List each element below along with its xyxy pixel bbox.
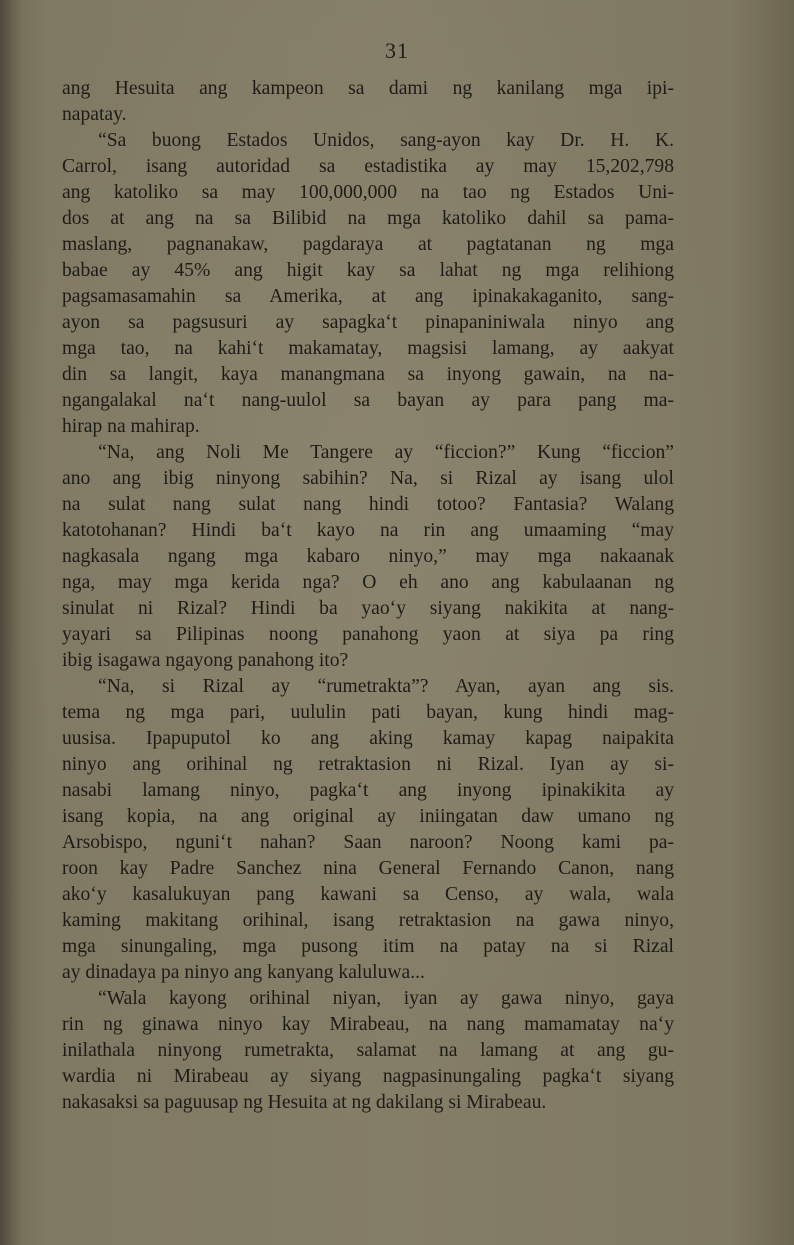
text-line: ay dinadaya pa ninyo ang kanyang kaluluwa... xyxy=(62,962,425,983)
text-line: ninyo ang orihinal ng retraktasion ni Rizal. Iyan ay si- xyxy=(62,754,674,775)
text-line: ang katoliko sa may 100,000,000 na tao ng Estados Uni- xyxy=(62,182,674,203)
text-line: nakasaksi sa paguusap ng Hesuita at ng dakilang si Mirabeau. xyxy=(62,1092,547,1113)
text-line: katotohanan? Hindi ba‘t kayo na rin ang umaaming “may xyxy=(62,520,674,541)
text-line: yayari sa Pilipinas noong panahong yaon at siya pa ring xyxy=(62,624,674,645)
text-line: ayon sa pagsusuri ay sapagka‘t pinapaniniwala ninyo ang xyxy=(62,312,674,333)
text-line: pagsamasamahin sa Amerika, at ang ipinakakaganito, sang- xyxy=(62,286,674,307)
text-line: nga, may mga kerida nga? O eh ano ang kabulaanan ng xyxy=(62,572,674,593)
text-line: Carrol, isang autoridad sa estadistika ay may 15,202,798 xyxy=(62,156,674,177)
text-line: na sulat nang sulat nang hindi totoo? Fantasia? Walang xyxy=(62,494,674,515)
text-line: “Sa buong Estados Unidos, sang-ayon kay Dr. H. K. xyxy=(98,130,674,151)
text-line: tema ng mga pari, uululin pati bayan, kung hindi mag- xyxy=(62,702,674,723)
text-line: “Wala kayong orihinal niyan, iyan ay gawa ninyo, gaya xyxy=(98,988,674,1009)
text-line: ano ang ibig ninyong sabihin? Na, si Rizal ay isang ulol xyxy=(62,468,674,489)
text-line: ibig isagawa ngayong panahong ito? xyxy=(62,650,349,671)
text-line: hirap na mahirap. xyxy=(62,416,200,437)
text-line: “Na, si Rizal ay “rumetrakta”? Ayan, ayan ang sis. xyxy=(98,676,674,697)
text-line: babae ay 45% ang higit kay sa lahat ng mga relihiong xyxy=(62,260,674,281)
text-line: ang Hesuita ang kampeon sa dami ng kanilang mga ipi- xyxy=(62,78,674,99)
text-line: nasabi lamang ninyo, pagka‘t ang inyong ipinakikita ay xyxy=(62,780,674,801)
page-binding-edge xyxy=(0,0,22,1245)
text-line: sinulat ni Rizal? Hindi ba yao‘y siyang nakikita at nang- xyxy=(62,598,674,619)
text-line: din sa langit, kaya manangmana sa inyong gawain, na na- xyxy=(62,364,674,385)
text-line: kaming makitang orihinal, isang retraktasion na gawa ninyo, xyxy=(62,910,674,931)
text-line: maslang, pagnanakaw, pagdaraya at pagtatanan ng mga xyxy=(62,234,674,255)
text-line: napatay. xyxy=(62,104,127,125)
text-line: uusisa. Ipapuputol ko ang aking kamay kapag naipakita xyxy=(62,728,674,749)
text-line: rin ng ginawa ninyo kay Mirabeau, na nang mamamatay na‘y xyxy=(62,1014,674,1035)
body-text xyxy=(62,76,674,1116)
text-line: “Na, ang Noli Me Tangere ay “ficcion?” Kung “ficcion” xyxy=(98,442,674,463)
text-line: dos at ang na sa Bilibid na mga katoliko dahil sa pama- xyxy=(62,208,674,229)
text-line: wardia ni Mirabeau ay siyang nagpasinungaling pagka‘t siyang xyxy=(62,1066,674,1087)
text-line: ngangalakal na‘t nang-uulol sa bayan ay para pang ma- xyxy=(62,390,674,411)
page-number: 31 xyxy=(385,38,409,63)
text-line: ako‘y kasalukuyan pang kawani sa Censo, ay wala, wala xyxy=(62,884,674,905)
text-line: inilathala ninyong rumetrakta, salamat na lamang at ang gu- xyxy=(62,1040,674,1061)
text-line: mga tao, na kahi‘t makamatay, magsisi lamang, ay aakyat xyxy=(62,338,674,359)
text-line: isang kopia, na ang original ay iniingatan daw umano ng xyxy=(62,806,674,827)
text-line: mga sinungaling, mga pusong itim na patay na si Rizal xyxy=(62,936,674,957)
text-line: roon kay Padre Sanchez nina General Fernando Canon, nang xyxy=(62,858,674,879)
text-line: Arsobispo, nguni‘t nahan? Saan naroon? Noong kami pa- xyxy=(62,832,674,853)
text-line: nagkasala ngang mga kabaro ninyo,” may mga nakaanak xyxy=(62,546,674,567)
